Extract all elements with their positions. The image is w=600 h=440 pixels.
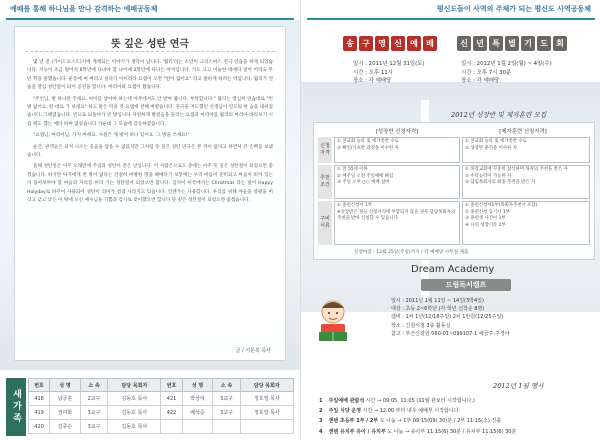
table-cell [161,420,182,434]
banner-char: 기 [521,36,535,51]
cell-line: ③ 훈련생 사진이 1부 [465,216,506,222]
banner-char: 특 [489,36,503,51]
training-cell [462,165,590,199]
table-row [29,392,294,406]
schedule-item [319,416,516,426]
schedule-number: 3 [319,418,323,425]
year-end-service-info [353,60,425,86]
essay-body [27,59,273,209]
new-family-label-text: 새가족 [11,389,21,425]
table-cell: 2교구 [80,392,107,406]
detail-line: 장소 : 신원서점 3층 활동실 [391,322,451,329]
col-header: 담당 목회자 [240,379,293,392]
year-end-service-banner [343,36,437,53]
table-cell: 남궁훈 [50,392,81,406]
discipleship-header: [제자훈련 신청자격] [499,129,547,135]
info-line: 장소 : 각 예배당 [461,78,500,84]
essay-divider [25,51,275,52]
cell-line: ② 확인/기초반 과정을 이수한 자 [337,145,399,151]
col-header: 소 속 [80,379,107,392]
training-cell [462,137,590,163]
dream-academy-title: Dream Academy [411,264,495,275]
table-cell: 권미화 [50,406,81,420]
cell-line: ① 훈련신청서 1부 [337,203,372,208]
schedule-title: 센텐 유치부 유아 / 유치부 [328,428,386,435]
cell-line: ③ 담임목회자의 최종 추천을 받은 자 [465,180,536,186]
schedule-item [319,406,516,416]
col-header: 번호 [29,379,50,392]
schedule-detail: 도 나눔 → 1부 09:15(09) 30)분 / 2부 11:15(소) 진출 [379,418,502,425]
banner-char: 신 [391,36,405,51]
table-cell: 배석준 [182,406,213,420]
table-row [29,406,294,420]
table-row [29,420,294,434]
schedule-list [319,396,516,437]
table-cell: 419 [29,406,50,420]
new-family-label [6,378,26,436]
header-rule [307,18,595,20]
training-cell [334,201,460,245]
schedule-number: 1 [319,398,323,404]
table-cell: 김동호 목사 [108,420,161,434]
cell-line: ② 수학능력이 가능한 자 [465,173,512,179]
table-cell [240,420,293,434]
table-cell: 정호열 목사 [240,392,293,406]
banner-char: 년 [473,36,487,51]
table-cell [182,420,213,434]
banner-char: 회 [553,36,567,51]
training-box [313,122,595,260]
schedule-title: 주일예배 관람석 [328,398,365,404]
detail-line: 대상 : 초등 2~6학년 (각 학년 선착순 8명) [391,306,485,313]
schedule-number: 4 [319,428,323,435]
training-deadline: 신청마감 : 12월 25일(주일)까지 / 각 예배당 사무실 제출 [354,250,469,255]
col-header: 성 명 [182,379,213,392]
info-line: 일시 : 2012년 1월 2일(월) ~ 4일(수) [461,61,552,67]
table-cell: 3교구 [80,406,107,420]
row-label: 추천 조건 [318,165,332,199]
cell-line: ※성장반은 정규 신청자격에 부합되지 않을 경우 담당목회자의 추천을 받아 신청할 수 있습니다. [337,209,456,222]
schedule-title: 센텐 초등부 1부 / 2부 [328,418,379,425]
banner-char: 예 [407,36,421,51]
col-header: 성 명 [50,379,81,392]
table-cell: 421 [161,392,182,406]
detail-line: 일시 : 2011년 1월 11일 ~ 14일(3박4일) [391,298,484,304]
table-cell: 김동호 목사 [108,406,161,420]
schedule-detail: 시간 → 12:00 부터 내우 예배부 시작합니다. [362,408,461,415]
growth-class-header: [성장반 신청자격] [375,129,419,135]
detail-line: 캠비 : 1차 1년(12/18주일) 2차 1만원(12/25주일) [391,314,504,321]
essay-paragraph: 몇 년 전 (가이드포스트)지에 게재되는 이야기가 생각이 납니다. '월리'라는 소년이 크리스마스 연극 연습을 하게 되었습니다. 지능이 조금 떨어져 8학년에 다녀야 할 나이에 2학년에 다니는 아이입니다. 키도 크고 어눌한 데에다 얼이 어리숙 무던 학을 말했습니다. 운동에 써 버리고 싶다가 아이라라 요셉이 오면 "번이 없어요" 라고 말하게 하려는 역입니다. 월리가 연습을 열심 성탄절이 되어 공연을 합니다. 마리아와 요셉이 왔습니다. [27,60,273,91]
banner-char: 영 [375,36,389,51]
table-cell: 정호열 목사 [240,406,293,420]
training-cell [334,165,460,199]
essay-box [14,26,286,361]
table-header-row [29,379,294,392]
detail-line: 참고 : 부산신광원 060-01~099107-1 예금주:주경야 [391,330,510,337]
dream-academy-section [351,264,591,384]
cell-line: ④ 나의 성장기록 1부 [465,222,506,228]
table-cell: 박상덕 [182,392,213,406]
table-cell: 3교구 [213,406,240,420]
left-header-text: 예배를 통해 하나님을 만나 감격하는 예배공동체 [10,5,158,13]
schedule-item [319,427,516,437]
essay-paragraph: 올해 성탄절은 아주 오래만에 주일과 성탄이 같은 날입니다. 이 사람은으로도 총에는 아주 뜻 깊은 성탄절이 되었으면 좋겠습니다. 하지만 아지에게 빈 방이 없다는 간절히 마땅한 방을 헤매다가 보통에는 우리 마음이 준비되고 마음이 비어 있는지 돌아보아야 할 마음의 자리를 미리 가는 성탄절이 되었으면 합니다. 심지어 미국에서는 Christmas 라는 말이 Happy Holyday로 바꾸어 사용되어 성탄이 의미가 점점 사라지고 있습니다. 언젠가는 사용합니다. 우리를 위해 아들을 영광을 버리고 낮고 낮은 이 땅에 오신 예수님을 기쁨과 감사로 맞이했으면 합니다 뜻 깊은 성탄절이 되었으면 좋겠습니다. [27,164,273,204]
banner-char: 별 [505,36,519,51]
training-row [318,137,590,163]
essay-paragraph: "주인님, 방 하나만 주세요. 아이를 낳아야 하는데 아무데서도 안 받아 줍니다. 부탁합니다." 월리는 열심히 연습대로 "빈 방 없어요, 딴 데로 가 보세요" 하고 말은 막을 것 요셉에 전해 버렸습니다. 연극을 지도했던 선생님이 연도의 한 숨을 내쉬었습니다. 그때였습니다. 빈으로 되돌아가 빈 방입니다 자연하게 발걸음을 돌리는 요셉과 마리아를 월리의 마리아 바라보기 시킴 떼도 했는 애타 하며 없었습니다 가운데 그 모습에 감동하였습니다. [27,96,273,127]
cell-line: ① 본교회 등록 및 세가족반 수료 [337,139,399,144]
training-row [318,201,590,245]
cell-line: ② 매주일 오전 주일예배 빠짐 [337,173,394,179]
banner-char: 배 [423,36,437,51]
info-line: 시간 : 오후 11시 [353,69,393,76]
banner-char: 신 [457,36,471,51]
banner-char: 구 [359,36,373,51]
table-cell: 418 [29,392,50,406]
essay-paragraph: "요셉님, 마리아님, 가지 마세요. 사실은 제 방이 하나 있어요. 그 방을 쓰세요!" [33,133,190,139]
table-cell: 420 [29,420,50,434]
table-cell [213,420,240,434]
essay-title: 뜻 깊은 성탄 연극 [110,39,190,50]
right-header [301,0,600,22]
cell-line: ① 만 55세 이하 [337,167,368,172]
table-cell: 3교구 [80,420,107,434]
schedule-item [319,396,516,406]
cell-line: ② 훈련신청 동기서 1부 [465,209,510,215]
col-header: 담당 목회자 [108,379,161,392]
table-cell: 3교구 [213,392,240,406]
right-header-text: 평신도들이 사역의 주체가 되는 평신도 사역공동체 [436,5,591,13]
new-family-section [6,378,294,436]
cell-line: ① 본교회 등록 및 세가족반 수료 [465,139,527,144]
essay-paragraph: 순간, 관객들은 터져 나오는 웃음을 참을 수 없었지만 그처럼 뜻 깊은 성탄 연극은 본 적이 없다고 하면서 큰 손뼉을 보냈습니다. [27,144,273,159]
row-label: 신청자격 [318,137,332,163]
row-label: 구비 서류 [318,201,332,245]
banner-char: 송 [343,36,357,51]
cell-line: ③ 주일 오후 ○○ 예배 참여 [337,180,390,186]
table-cell: 422 [161,406,182,420]
table-cell: 김종순 [50,420,81,434]
schedule-detail: 도 나눔 → 유아부 11:15(6) 30분 / 유치부 11:15(6) 30분 [387,428,517,435]
col-header: 소 속 [213,379,240,392]
schedule-number: 2 [319,408,323,415]
new-family-table [28,378,294,434]
reading-camp-badge: 드림독서캠프 [421,279,511,291]
info-line: 시간 : 오후 7시 30분 [461,69,512,76]
info-line: 장소 : 각 예배당 [353,78,392,84]
right-page [300,0,600,440]
banner-char: 도 [537,36,551,51]
left-header [0,0,300,22]
training-row [318,165,590,199]
training-cell [462,201,590,245]
table-cell: 김동호 목사 [108,392,161,406]
info-line: 일시 : 2011년 12월 31일(토) [353,61,425,67]
cell-line: ① 목장교회에 꾸준히 참석하며 목자의 추천을 받은 자 [465,167,568,172]
new-year-prayer-info [461,60,552,86]
schedule-heading: 2012년 1월 행사 [493,382,544,390]
dream-academy-details [391,297,510,338]
col-header: 번호 [161,379,182,392]
training-cell [334,137,460,163]
cell-line: ① 훈련신청서1부(목회자추천서 포함) [465,203,538,208]
training-heading: 2012년 성장반 및 제자훈련 모집 [451,111,547,119]
new-year-prayer-banner [457,36,567,53]
essay-signature: 글 / 서문북 목사 [235,348,271,354]
schedule-detail: 시간 → 09:05, 11:05 (11월 관보터 시작합니다.) [365,398,475,404]
schedule-title: 주일 식당 운영 [328,408,362,415]
reading-child-icon [313,296,353,346]
cell-line: ② 성장반 훈련을 이수한 자 [465,145,517,151]
